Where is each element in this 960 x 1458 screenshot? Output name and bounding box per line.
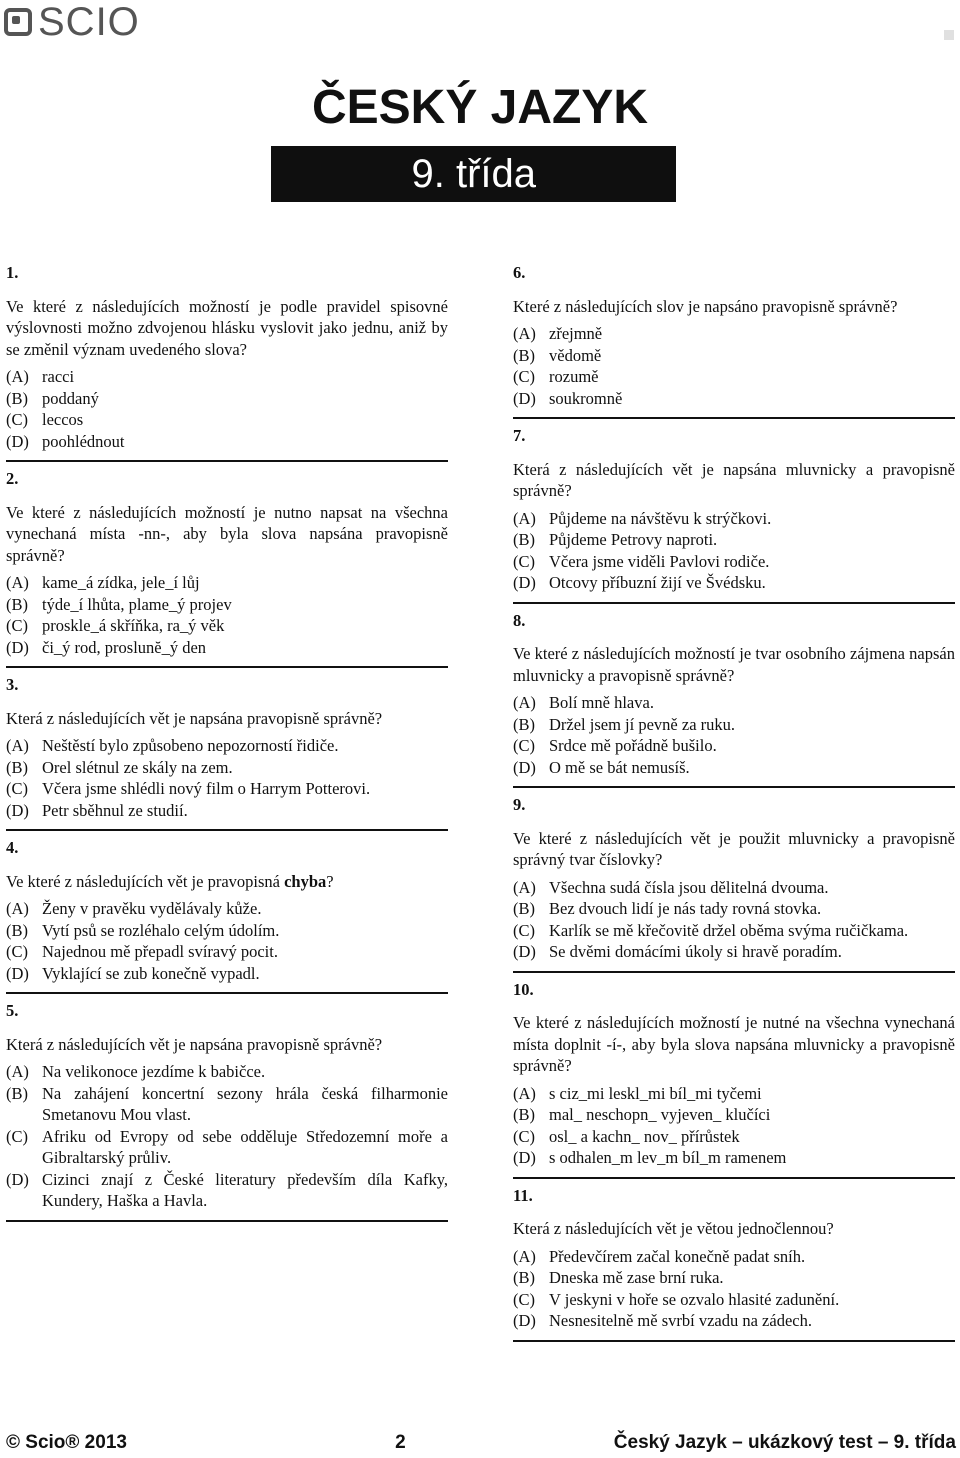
option-label: (B) [6, 388, 28, 408]
answer-option[interactable] [513, 1246, 955, 1268]
option-text: Otcovy příbuzní žijí ve Švédsku. [549, 573, 766, 592]
answer-option[interactable] [513, 941, 955, 963]
logo-mark-icon [4, 8, 32, 36]
question-number: 1. [6, 263, 19, 282]
option-label: (D) [513, 757, 536, 777]
answer-option[interactable] [513, 388, 955, 410]
option-text: Najednou mě přepadl svíravý pocit. [42, 942, 278, 961]
option-text: rozumě [549, 367, 599, 386]
answer-option[interactable] [6, 1126, 448, 1169]
answer-option[interactable] [513, 898, 955, 920]
answer-option[interactable] [6, 1169, 448, 1212]
answer-option[interactable] [6, 572, 448, 594]
option-label: (D) [513, 1148, 536, 1167]
option-label: (C) [513, 1289, 535, 1309]
question-block [513, 262, 955, 419]
option-text: Držel jsem jí pevně za ruku. [549, 714, 736, 734]
option-label: (B) [513, 1105, 535, 1124]
footer-title: Český Jazyk – ukázkový test – 9. třída [613, 1432, 956, 1453]
option-label: (A) [513, 1083, 536, 1103]
question-text: Která z následujících vět je větou jednočlennou? [513, 1219, 834, 1238]
question-block [513, 1185, 955, 1342]
answer-option[interactable] [513, 757, 955, 779]
option-text: racci [42, 367, 75, 386]
option-text: Půjdeme Petrovy naproti. [549, 530, 718, 549]
option-label: (D) [513, 573, 536, 592]
answer-option[interactable] [513, 1083, 955, 1105]
option-label: (A) [6, 736, 29, 755]
option-text: soukromně [549, 388, 623, 408]
option-label: (B) [513, 714, 535, 734]
option-text: poddaný [42, 388, 99, 408]
question-block [513, 425, 955, 604]
answer-option[interactable] [513, 877, 955, 899]
option-text: Orel slétnul ze skály na zem. [42, 757, 233, 777]
option-text: Nesnesitelně mě svrbí vzadu na zádech. [549, 1311, 812, 1330]
answer-option[interactable] [513, 1310, 955, 1332]
option-text: Petr sběhnul ze studií. [42, 800, 188, 820]
option-text: s odhalen_m lev_m bíl_m ramenem [549, 1148, 787, 1167]
answer-option[interactable] [6, 898, 448, 920]
answer-option[interactable] [6, 594, 448, 616]
question-block [6, 674, 448, 831]
corner-square-icon [944, 30, 954, 40]
question-text: Ve které z následujících možností je tvar osobního zájmena napsán mluvnicky a pravopisně správně? [513, 644, 955, 685]
footer-copyright: © Scio® 2013 [6, 1432, 127, 1453]
option-text: Ženy v pravěku vydělávaly kůže. [42, 899, 262, 918]
question-block [6, 837, 448, 994]
answer-option[interactable] [6, 1061, 448, 1083]
option-text: V jeskyni v hoře se ozvalo hlasité zadunění. [549, 1289, 840, 1309]
option-label: (B) [513, 345, 535, 365]
option-label: (C) [513, 736, 535, 755]
answer-option[interactable] [513, 366, 955, 388]
answer-option[interactable] [6, 388, 448, 410]
grade-banner: 9. třída [271, 146, 676, 202]
question-number: 10. [513, 979, 534, 999]
question-text: Ve které z následujících možností je nutné na všechna vynechaná místa doplnit -í-, aby byla slova napsána mluvnicky a pravopisně správně? [513, 1013, 955, 1075]
question-block [6, 468, 448, 668]
option-label: (A) [513, 324, 536, 343]
option-label: (A) [513, 693, 536, 712]
option-label: (B) [513, 530, 535, 549]
question-block [513, 979, 955, 1179]
question-block [6, 262, 448, 462]
option-text: týde_í lhůta, plame_ý projev [42, 594, 232, 614]
question-number: 4. [6, 838, 19, 857]
question-block [513, 794, 955, 973]
option-label: (C) [6, 1126, 28, 1146]
question-number: 6. [513, 263, 526, 282]
option-label: (A) [6, 1062, 29, 1081]
option-text: Na velikonoce jezdíme k babičce. [42, 1062, 266, 1081]
answer-option[interactable] [513, 572, 955, 594]
option-label: (B) [6, 1083, 28, 1103]
option-text: s ciz_mi leskl_mi bíl_mi tyčemi [549, 1083, 762, 1103]
question-text-part: Ve které z následujících vět je pravopisná [6, 871, 285, 891]
option-label: (C) [6, 779, 28, 798]
question-number: 11. [513, 1185, 533, 1205]
answer-option[interactable] [6, 366, 448, 388]
option-text: Bez dvouch lidí je nás tady rovná stovka. [549, 899, 822, 918]
option-text: poohlédnout [42, 431, 125, 451]
option-label: (C) [513, 920, 535, 940]
answer-option[interactable] [6, 800, 448, 822]
answer-option[interactable] [513, 345, 955, 367]
answer-option[interactable] [6, 637, 448, 659]
option-label: (C) [6, 616, 28, 635]
page-title: ČESKÝ JAZYK [311, 81, 649, 134]
option-label: (D) [6, 963, 29, 983]
option-text: Vytí psů se rozléhalo celým údolím. [42, 920, 280, 940]
option-label: (C) [513, 551, 535, 571]
option-text: leccos [42, 410, 84, 429]
answer-option[interactable] [6, 778, 448, 800]
question-text: Ve které z následujících vět je použit mluvnicky a pravopisně správný tvar číslovky? [513, 828, 955, 869]
question-number: 8. [513, 610, 526, 630]
question-text-part: ? [326, 871, 334, 891]
answer-option[interactable] [513, 1147, 955, 1169]
option-label: (A) [513, 1246, 536, 1266]
option-text: mal_ neschopn_ vyjeven_ klučíci [549, 1105, 771, 1124]
question-number: 5. [6, 1001, 19, 1020]
answer-option[interactable] [6, 920, 448, 942]
footer-page-number: 2 [395, 1432, 406, 1453]
question-text: Ve které z následujících možností je podle pravidel spisovné výslovnosti možno zdvojenou hlásku vyslovit jako jednu, aniž by se změnil význam uvedeného slova? [6, 296, 448, 359]
answer-option[interactable] [513, 1104, 955, 1126]
option-label: (A) [513, 508, 536, 528]
answer-option[interactable] [6, 963, 448, 985]
option-label: (D) [6, 1169, 29, 1189]
answer-option[interactable] [513, 692, 955, 714]
option-text: Všechna sudá čísla jsou dělitelná dvouma. [549, 877, 829, 897]
answer-option[interactable] [513, 508, 955, 530]
option-text: proskle_á skříňka, ra_ý věk [42, 616, 225, 635]
option-text: Neštěstí bylo způsobeno nepozorností řidiče. [42, 736, 339, 755]
page-footer [6, 1432, 956, 1454]
answer-option[interactable] [6, 409, 448, 431]
answer-option[interactable] [513, 529, 955, 551]
answer-option[interactable] [513, 1126, 955, 1148]
question-text: Které z následujících slov je napsáno pravopisně správně? [513, 296, 898, 316]
answer-option[interactable] [6, 941, 448, 963]
option-label: (D) [513, 388, 536, 408]
left-column [6, 258, 448, 1228]
question-block [6, 1000, 448, 1222]
option-text: Včera jsme viděli Pavlovi rodiče. [549, 551, 770, 571]
option-text: Karlík se mě křečovitě držel oběma svýma ručičkama. [549, 920, 909, 940]
option-label: (D) [6, 800, 29, 820]
answer-option[interactable] [6, 757, 448, 779]
option-text: Půjdeme na návštěvu k strýčkovi. [549, 508, 772, 528]
option-text: osl_ a kachn_ nov_ přírůstek [549, 1126, 740, 1146]
option-text: Vyklající se zub konečně vypadl. [42, 963, 260, 983]
option-text: Cizinci znají z České literatury především díla Kafky, Kundery, Haška a Havla. [42, 1169, 448, 1210]
option-text: vědomě [549, 345, 602, 365]
option-text: či_ý rod, proslunĕ_ý den [42, 637, 207, 657]
option-label: (A) [6, 573, 29, 592]
question-text: Ve které z následujících možností je nutno napsat na všechna vynechaná místa -nn-, aby byla slova napsána pravopisně správně? [6, 502, 448, 565]
option-text: Se dvěmi domácími úkoly si hravě poradím. [549, 942, 842, 961]
option-text: Včera jsme shlédli nový film o Harrym Potterovi. [42, 779, 371, 798]
logo-text: SCIO [38, 0, 140, 44]
option-label: (A) [513, 877, 536, 897]
question-number: 9. [513, 795, 526, 814]
option-text: Na zahájení koncertní sezony hrála česká filharmonie Smetanovu Mou vlast. [42, 1083, 448, 1124]
option-label: (B) [6, 757, 28, 777]
option-text: Předevčírem začal konečně padat sníh. [549, 1246, 806, 1266]
option-text: Afriku od Evropy od sebe odděluje Středozemní moře a Gibraltarský průliv. [42, 1126, 448, 1167]
option-label: (C) [6, 942, 28, 961]
option-label: (C) [6, 410, 28, 429]
question-number: 2. [6, 469, 19, 488]
answer-option[interactable] [513, 1267, 955, 1289]
option-label: (C) [513, 1126, 535, 1146]
answer-option[interactable] [513, 551, 955, 573]
option-label: (D) [513, 942, 536, 961]
question-text: Která z následujících vět je napsána mluvnicky a pravopisně správně? [513, 459, 955, 500]
option-label: (D) [6, 637, 29, 657]
answer-option[interactable] [6, 431, 448, 453]
option-text: Bolí mně hlava. [549, 693, 654, 712]
option-label: (B) [513, 899, 535, 918]
option-label: (C) [513, 367, 535, 386]
answer-option[interactable] [6, 735, 448, 757]
question-number: 3. [6, 675, 19, 694]
answer-option[interactable] [513, 735, 955, 757]
scio-logo [4, 2, 140, 42]
option-label: (B) [6, 594, 28, 614]
answer-option[interactable] [513, 920, 955, 942]
option-text: Srdce mě pořádně bušilo. [549, 736, 717, 755]
option-label: (B) [513, 1268, 535, 1287]
answer-option[interactable] [513, 714, 955, 736]
option-text: O mě se bát nemusíš. [549, 757, 690, 777]
option-label: (A) [6, 899, 29, 918]
question-text: Která z následujících vět je napsána pravopisně správně? [6, 708, 383, 728]
answer-option[interactable] [6, 1083, 448, 1126]
question-number: 7. [513, 426, 526, 445]
option-label: (B) [6, 920, 28, 940]
question-text: Která z následujících vět je napsána pravopisně správně? [6, 1034, 383, 1054]
right-column [513, 258, 955, 1348]
answer-option[interactable] [513, 1289, 955, 1311]
question-text [6, 871, 448, 893]
answer-option[interactable] [6, 615, 448, 637]
option-label: (D) [513, 1311, 536, 1330]
option-label: (D) [6, 431, 29, 451]
option-text: zřejmně [549, 324, 603, 343]
option-label: (A) [6, 367, 29, 386]
question-block [513, 610, 955, 789]
question-text-emphasis: chyba [284, 871, 327, 891]
option-text: kame_á zídka, jele_í lůj [42, 573, 200, 592]
option-text: Dneska mě zase brní ruka. [549, 1268, 724, 1287]
answer-option[interactable] [513, 323, 955, 345]
